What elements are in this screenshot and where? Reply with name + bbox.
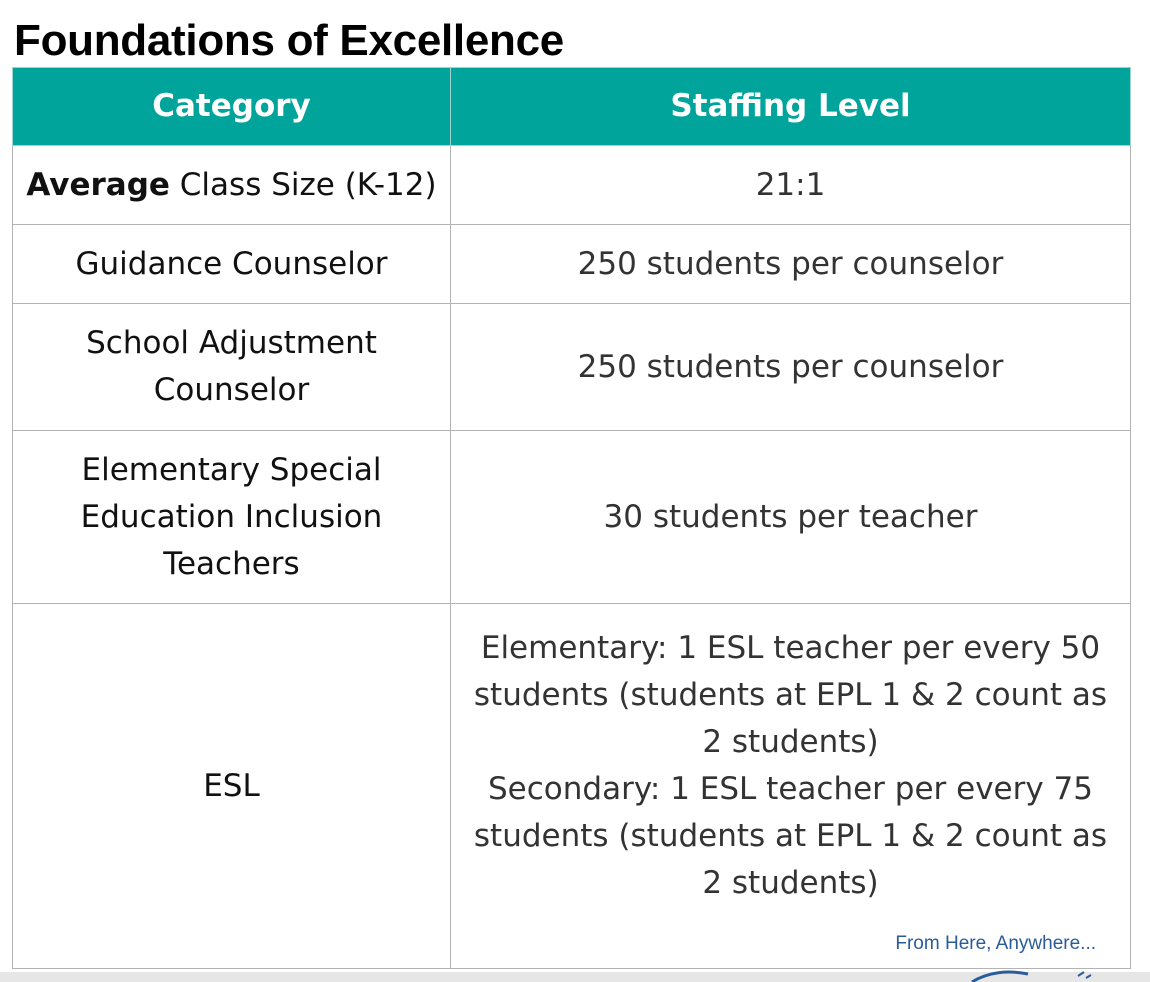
staffing-level-cell: 30 students per teacher [451,431,1131,604]
category-line: Elementary Special [81,451,382,488]
staffing-level-cell: 250 students per counselor [451,304,1131,431]
page-title: Foundations of Excellence [14,16,564,65]
category-cell [13,431,451,604]
staffing-level-cell: 250 students per counselor [451,225,1131,304]
category-cell [13,304,451,431]
esl-line: students (students at EPL 1 & 2 count as [473,677,1108,713]
logo-arc-icon [968,970,1098,982]
category-line: Education Inclusion [80,498,383,535]
category-line: School Adjustment [86,325,377,361]
table-row [13,225,1131,304]
esl-line: Secondary: 1 ESL teacher per every 75 [488,771,1093,807]
category-bold-text: Average [26,166,170,203]
header-category: Category [13,68,451,146]
table-row [13,304,1131,431]
category-cell [13,146,451,225]
esl-line: Elementary: 1 ESL teacher per every 50 [480,630,1101,666]
table-row [13,431,1131,604]
header-staffing-level: Staffing Level [451,68,1131,146]
category-line: Teachers [163,545,300,582]
esl-staffing-text [459,615,1122,957]
category-line: Counselor [153,372,310,408]
tagline: From Here, Anywhere... [895,933,1096,954]
category-text: Class Size (K-12) [169,166,437,203]
table-header-row [13,68,1131,146]
table-row [13,146,1131,225]
table-row [13,604,1131,969]
esl-line: students (students at EPL 1 & 2 count as [473,818,1108,854]
category-cell: Guidance Counselor [13,225,451,304]
staffing-level-cell [451,604,1131,969]
esl-line: 2 students) [702,724,879,760]
staffing-table [12,67,1131,969]
category-cell: ESL [13,604,451,969]
staffing-level-cell: 21:1 [451,146,1131,225]
esl-line: 2 students) [702,865,879,901]
